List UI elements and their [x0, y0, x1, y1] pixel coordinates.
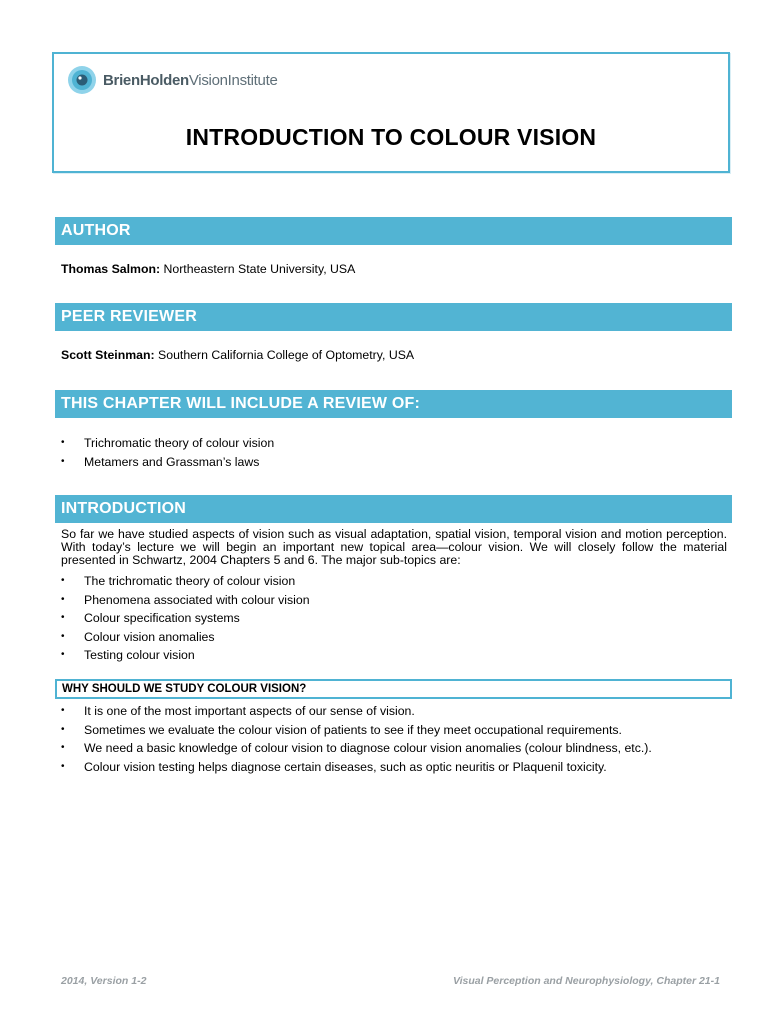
brand-name: BrienHoldenVisionInstitute	[103, 71, 278, 89]
why-study-heading: WHY SHOULD WE STUDY COLOUR VISION?	[55, 679, 732, 699]
list-item: • Colour vision testing helps diagnose certain diseases, such as optic neuritis or Plaquenil toxicity.	[61, 759, 607, 774]
bullet-icon: •	[61, 437, 65, 448]
bullet-icon: •	[61, 742, 65, 753]
eye-logo-icon	[67, 65, 97, 95]
reviewer-affiliation: Southern California College of Optometry, USA	[154, 348, 415, 362]
list-item: • Trichromatic theory of colour vision	[61, 436, 275, 450]
list-item: • Metamers and Grassman’s laws	[61, 454, 260, 469]
bullet-icon: •	[61, 612, 65, 623]
bullet-icon: •	[61, 649, 65, 660]
author-line	[61, 262, 355, 276]
bullet-icon: •	[61, 593, 65, 605]
peer-reviewer-line	[61, 348, 414, 362]
author-affiliation: Northeastern State University, USA	[160, 262, 356, 276]
review-list	[61, 436, 274, 473]
why-study-list	[61, 704, 652, 778]
author-name: Thomas Salmon:	[61, 262, 161, 276]
footer-chapter: Visual Perception and Neurophysiology, Chapter 21-1	[452, 975, 720, 987]
footer-version: 2014, Version 1-2	[61, 975, 147, 987]
bullet-icon: •	[61, 575, 65, 586]
bullet-icon: •	[61, 705, 65, 716]
bullet-icon: •	[61, 723, 65, 735]
list-item: • Sometimes we evaluate the colour vision of patients to see if they meet occupational requirements.	[61, 722, 622, 737]
brand-logo	[67, 64, 278, 96]
list-item: • The trichromatic theory of colour vision	[61, 574, 296, 588]
list-item: • Phenomena associated with colour vision	[61, 592, 310, 607]
title-box	[52, 52, 730, 173]
bullet-icon: •	[61, 455, 65, 467]
list-item: • Colour specification systems	[61, 611, 240, 625]
introduction-heading: INTRODUCTION	[55, 495, 732, 523]
author-heading: AUTHOR	[55, 217, 732, 245]
list-item: • We need a basic knowledge of colour vision to diagnose colour vision anomalies (colour blindness, etc.).	[61, 741, 652, 755]
review-heading: THIS CHAPTER WILL INCLUDE A REVIEW OF:	[55, 390, 732, 418]
list-item: • Colour vision anomalies	[61, 629, 215, 644]
introduction-paragraph: So far we have studied aspects of vision such as visual adaptation, spatial vision, temporal vision and motion perception. With today’s lecture we will begin an important new topical area—colour vision. We will closely follow the material presented in Schwartz, 2004 Chapters 5 and 6. The major sub-topics are:	[61, 527, 727, 567]
peer-reviewer-heading: PEER REVIEWER	[55, 303, 732, 331]
subtopics-list	[61, 574, 310, 667]
reviewer-name: Scott Steinman:	[61, 348, 155, 362]
page-title: INTRODUCTION TO COLOUR VISION	[185, 124, 597, 150]
list-item: • It is one of the most important aspects of our sense of vision.	[61, 704, 415, 718]
bullet-icon: •	[61, 630, 65, 642]
list-item: • Testing colour vision	[61, 648, 195, 662]
bullet-icon: •	[61, 760, 65, 772]
